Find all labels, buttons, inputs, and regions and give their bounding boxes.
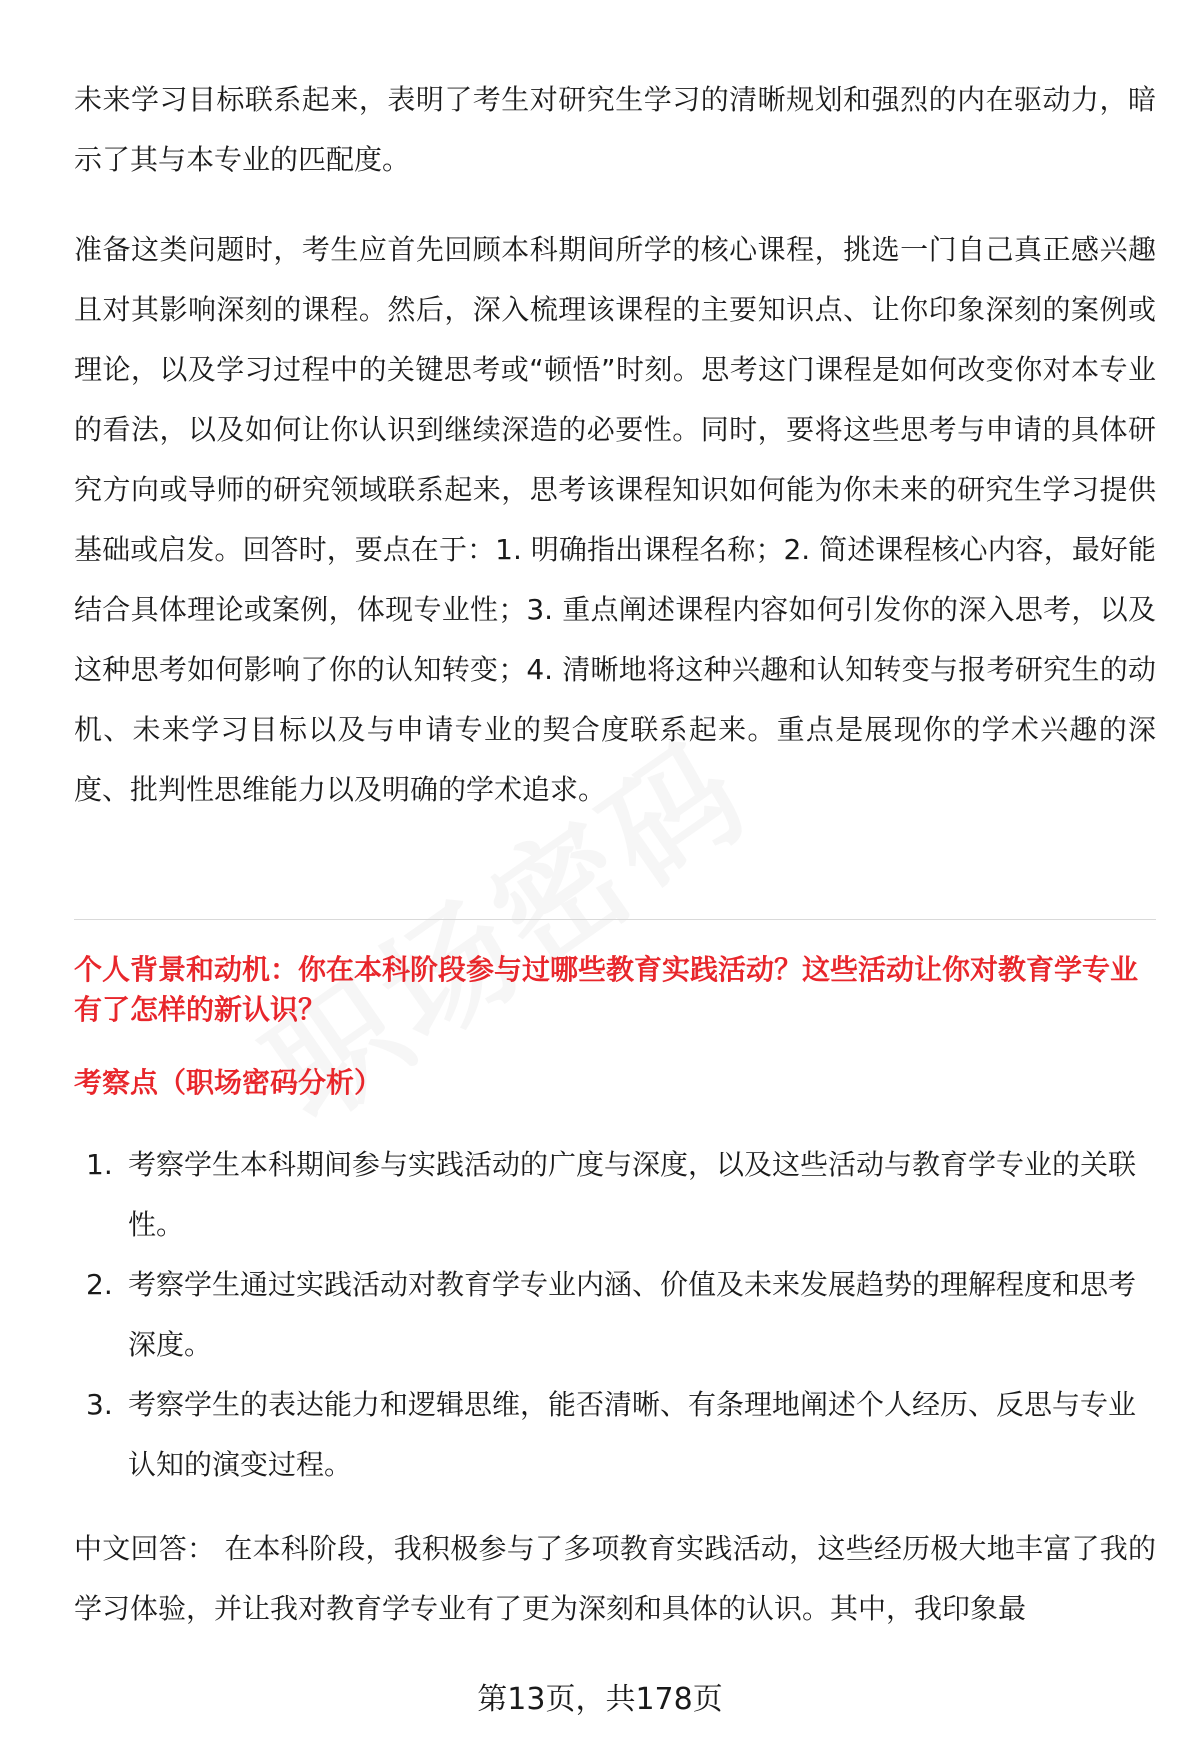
list-item <box>74 1255 1156 1375</box>
page-number: 第13页，共178页 <box>477 1682 723 1717</box>
list-item-text: 考察学生通过实践活动对教育学专业内涵、价值及未来发展趋势的理解程度和思考深度。 <box>128 1268 1137 1361</box>
intro-paragraph: 未来学习目标联系起来，表明了考生对研究生学习的清晰规划和强烈的内在驱动力，暗示了其与本专业的匹配度。 <box>74 83 1156 176</box>
document-body <box>74 70 1156 820</box>
question-heading: 个人背景和动机：你在本科阶段参与过哪些教育实践活动？这些活动让你对教育学专业有了怎样的新认识？ <box>74 953 1139 1026</box>
list-item-text: 考察学生的表达能力和逻辑思维，能否清晰、有条理地阐述个人经历、反思与专业认知的演变过程。 <box>128 1388 1137 1481</box>
list-item-number: 1. <box>86 1148 113 1181</box>
assessment-points-heading: 考察点（职场密码分析） <box>74 1066 383 1099</box>
list-item-number: 2. <box>86 1268 113 1301</box>
assessment-points-list <box>74 1135 1156 1495</box>
answer-section <box>74 1519 1156 1639</box>
list-item <box>74 1375 1156 1495</box>
answer-paragraph: 中文回答： 在本科阶段，我积极参与了多项教育实践活动，这些经历极大地丰富了我的学习体验，并让我对教育学专业有了更为深刻和具体的认识。其中，我印象最 <box>74 1532 1156 1625</box>
section-divider <box>74 919 1156 920</box>
list-item-number: 3. <box>86 1388 113 1421</box>
preparation-paragraph: 准备这类问题时，考生应首先回顾本科期间所学的核心课程，挑选一门自己真正感兴趣且对其影响深刻的课程。然后，深入梳理该课程的主要知识点、让你印象深刻的案例或理论，以及学习过程中的关键思考或“顿悟”时刻。思考这门课程是如何改变你对本专业的看法，以及如何让你认识到继续深造的必要性。同时，要将这些思考与申请的具体研究方向或导师的研究领域联系起来，思考该课程知识如何能为你未来的研究生学习提供基础或启发。回答时，要点在于：1. 明确指出课程名称；2. 简述课程核心内容，最好能结合具体理论或案例，体现专业性；3. 重点阐述课程内容如何引发你的深入思考，以及这种思考如何影响了你的认知转变；4. 清晰地将这种兴趣和认知转变与报考研究生的动机、未来学习目标以及与申请专业的契合度联系起来。重点是展现你的学术兴趣的深度、批判性思维能力以及明确的学术追求。 <box>74 233 1156 806</box>
list-item-text: 考察学生本科期间参与实践活动的广度与深度，以及这些活动与教育学专业的关联性。 <box>128 1148 1137 1241</box>
list-item <box>74 1135 1156 1255</box>
